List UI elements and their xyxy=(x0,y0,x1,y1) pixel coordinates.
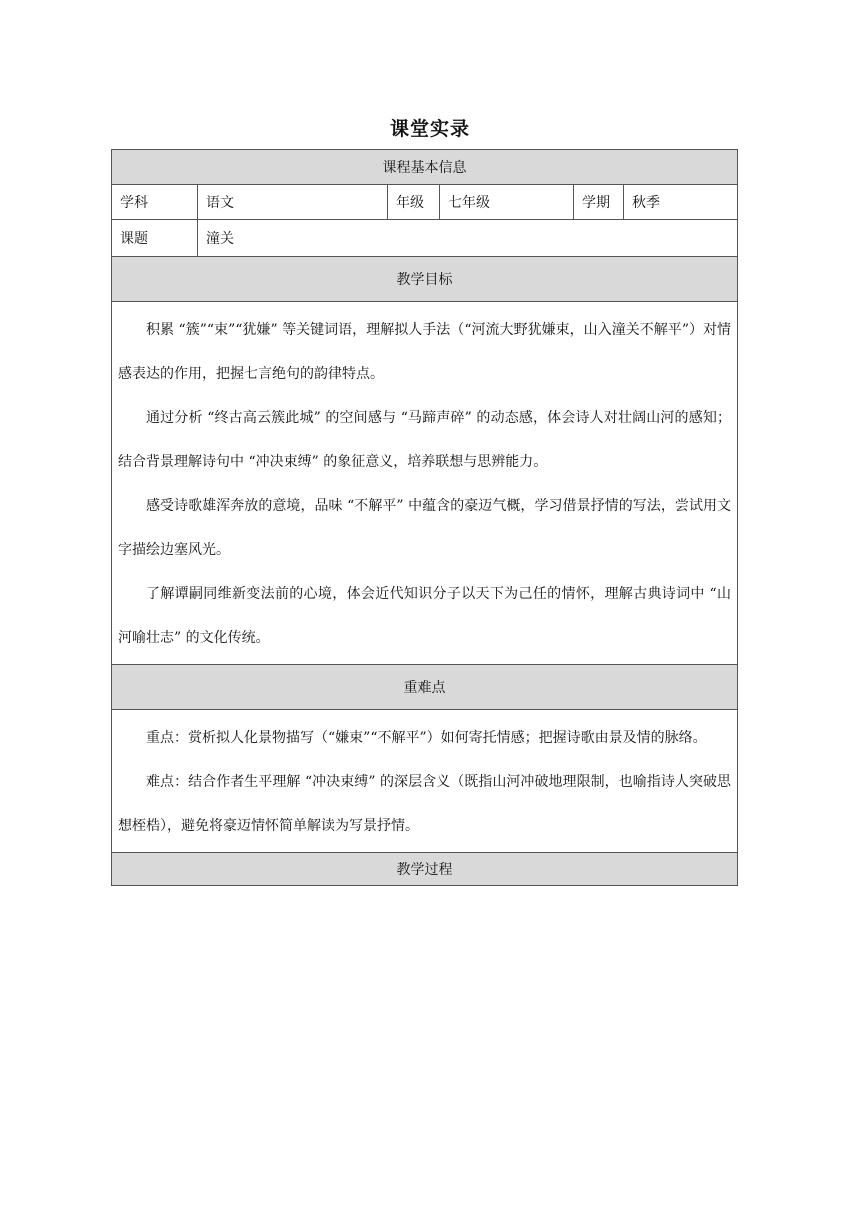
term-value: 秋季 xyxy=(624,185,738,220)
topic-label: 课题 xyxy=(112,220,198,257)
subject-value: 语文 xyxy=(198,185,388,220)
difficulty-paragraph: 难点：结合作者生平理解 “冲决束缚” 的深层含义（既指山河冲破地理限制，也喻指诗人突破思想桎梏），避免将豪迈情怀简单解读为写景抒情。 xyxy=(118,774,732,834)
objective-paragraph: 积累 “簇”“束”“犹嫌” 等关键词语，理解拟人手法（“河流大野犹嫌束，山入潼关不解平”）对情感表达的作用，把握七言绝句的韵律特点。 xyxy=(118,322,732,382)
subject-label: 学科 xyxy=(112,185,198,220)
grade-value: 七年级 xyxy=(440,185,574,220)
key-points-content xyxy=(112,710,738,853)
info-row xyxy=(112,185,738,220)
process-header: 教学过程 xyxy=(112,853,738,886)
term-label: 学期 xyxy=(574,185,624,220)
objective-paragraph: 通过分析 “终古高云簇此城” 的空间感与 “马蹄声碎” 的动态感，体会诗人对壮阔山河的感知；结合背景理解诗句中 “冲决束缚” 的象征意义，培养联想与思辨能力。 xyxy=(118,410,732,470)
topic-value: 潼关 xyxy=(198,220,738,257)
page-title: 课堂实录 xyxy=(389,118,470,140)
basic-info-header: 课程基本信息 xyxy=(112,150,738,185)
objective-paragraph: 感受诗歌雄浑奔放的意境，品味 “不解平” 中蕴含的豪迈气概，学习借景抒情的写法，尝试用文字描绘边塞风光。 xyxy=(118,498,732,558)
objectives-content xyxy=(112,302,738,665)
lesson-record-table xyxy=(111,149,738,886)
objectives-header: 教学目标 xyxy=(112,257,738,302)
key-points-header: 重难点 xyxy=(112,665,738,710)
key-point-paragraph: 重点：赏析拟人化景物描写（“嫌束”“不解平”）如何寄托情感；把握诗歌由景及情的脉络。 xyxy=(146,730,707,746)
topic-row xyxy=(112,220,738,257)
grade-label: 年级 xyxy=(388,185,440,220)
objective-paragraph: 了解谭嗣同维新变法前的心境，体会近代知识分子以天下为己任的情怀，理解古典诗词中 “山河喻壮志” 的文化传统。 xyxy=(118,586,732,646)
